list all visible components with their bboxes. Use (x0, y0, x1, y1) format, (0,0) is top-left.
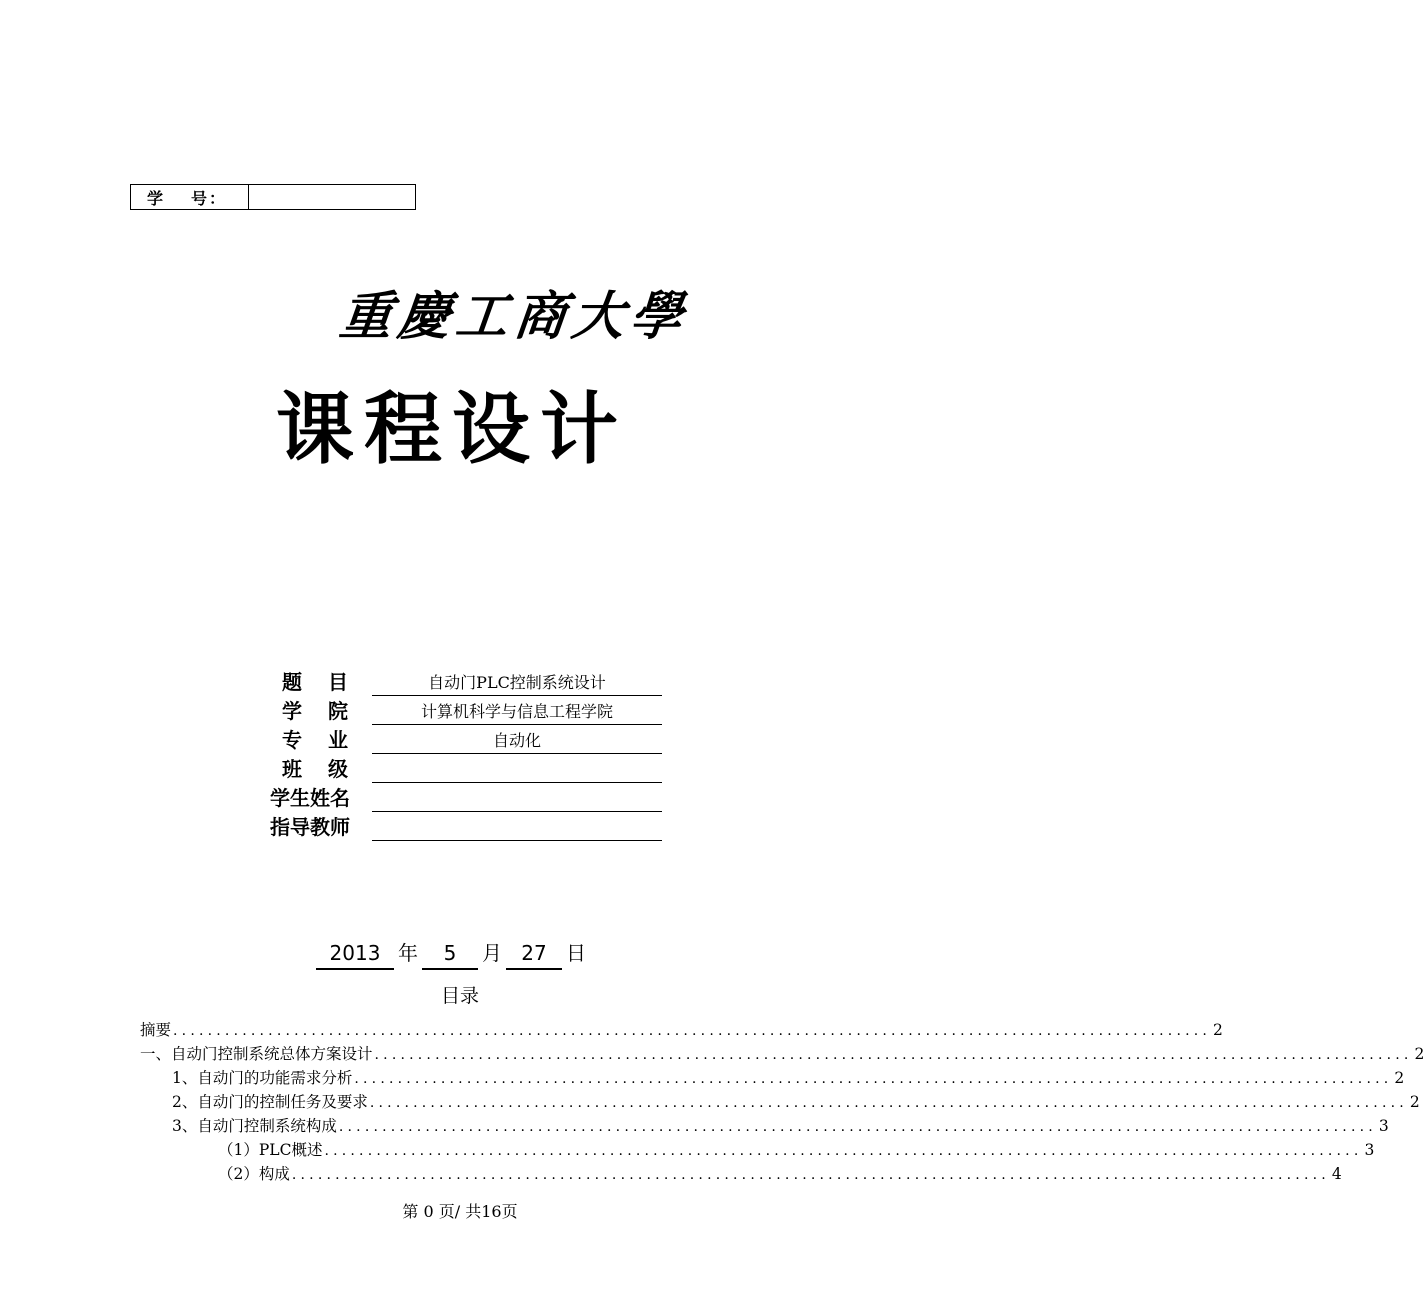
toc-leader: ........................................................................................................................ (324, 1143, 1363, 1159)
info-row-major (0, 726, 920, 755)
info-value-advisor (372, 813, 662, 841)
toc-entry[interactable] (140, 1043, 1424, 1065)
toc-entry-text: 2、自动门的控制任务及要求 (172, 1093, 368, 1111)
toc-entry-page: 2 (1394, 1069, 1405, 1087)
toc-entry[interactable] (172, 1067, 1405, 1089)
info-value-student-name (372, 784, 662, 812)
page-footer: 第 0 页/ 共16页 (402, 1202, 518, 1221)
toc-entry-page: 3 (1378, 1117, 1389, 1135)
toc-entry-text: 1、自动门的功能需求分析 (172, 1069, 353, 1087)
date-month-unit: 月 (482, 941, 502, 965)
info-value-major: 自动化 (372, 726, 662, 754)
toc-entry-text: 3、自动门控制系统构成 (172, 1117, 337, 1135)
info-row-college (0, 697, 920, 726)
student-id-label-2: 号： (191, 188, 228, 208)
info-label-advisor: 指导教师 (270, 815, 350, 839)
date-day: 27 (506, 938, 562, 970)
toc-leader: ........................................................................................................................ (173, 1023, 1212, 1039)
info-value-class (372, 755, 662, 783)
info-label-student-name: 学生姓名 (270, 786, 350, 810)
toc-entry-text: 摘要 (140, 1021, 172, 1039)
date-year: 2013 (316, 938, 394, 970)
info-value-college: 计算机科学与信息工程学院 (372, 697, 662, 725)
toc-entry-page: 2 (1213, 1021, 1223, 1039)
toc-entry[interactable] (218, 1163, 1342, 1185)
info-row-advisor (0, 813, 920, 842)
toc-entry[interactable] (172, 1091, 1420, 1113)
toc-entry-page: 2 (1414, 1045, 1424, 1063)
info-row-student-name (0, 784, 920, 813)
date-line (316, 936, 616, 970)
student-id-label-1: 学 (147, 188, 166, 208)
toc-leader: ........................................................................................................................ (374, 1047, 1413, 1063)
info-label-class: 班 级 (282, 757, 348, 781)
toc-leader: ........................................................................................................................ (338, 1119, 1377, 1135)
student-id-box (130, 184, 416, 210)
date-year-unit: 年 (398, 941, 418, 965)
toc-entry-text: （2）构成 (218, 1165, 290, 1183)
date-day-unit: 日 (566, 941, 586, 965)
toc-leader: ........................................................................................................................ (369, 1095, 1408, 1111)
toc-leader: ........................................................................................................................ (291, 1167, 1330, 1183)
info-label-topic: 题 目 (282, 670, 348, 694)
toc-leader: ........................................................................................................................ (354, 1071, 1393, 1087)
toc-entry-text: （1）PLC概述 (218, 1141, 323, 1159)
info-label-college: 学 院 (282, 699, 348, 723)
info-row-class (0, 755, 920, 784)
toc-entry-page: 2 (1409, 1093, 1420, 1111)
student-id-value (249, 185, 415, 209)
toc-entry-text: 一、自动门控制系统总体方案设计 (140, 1045, 373, 1063)
toc-entry[interactable] (140, 1019, 1223, 1041)
info-label-major: 专 业 (282, 728, 348, 752)
date-month: 5 (422, 938, 478, 970)
info-row-topic (0, 668, 920, 697)
document-title: 课程设计 (276, 385, 629, 475)
toc-title: 目录 (440, 985, 479, 1007)
toc-entry-page: 3 (1364, 1141, 1375, 1159)
student-id-label (131, 185, 249, 209)
info-value-topic: 自动门PLC控制系统设计 (372, 668, 662, 696)
toc-entry[interactable] (218, 1139, 1375, 1161)
toc-entry-page: 4 (1331, 1165, 1342, 1183)
toc-entry[interactable] (172, 1115, 1389, 1137)
university-name: 重慶工商大學 (336, 286, 692, 347)
